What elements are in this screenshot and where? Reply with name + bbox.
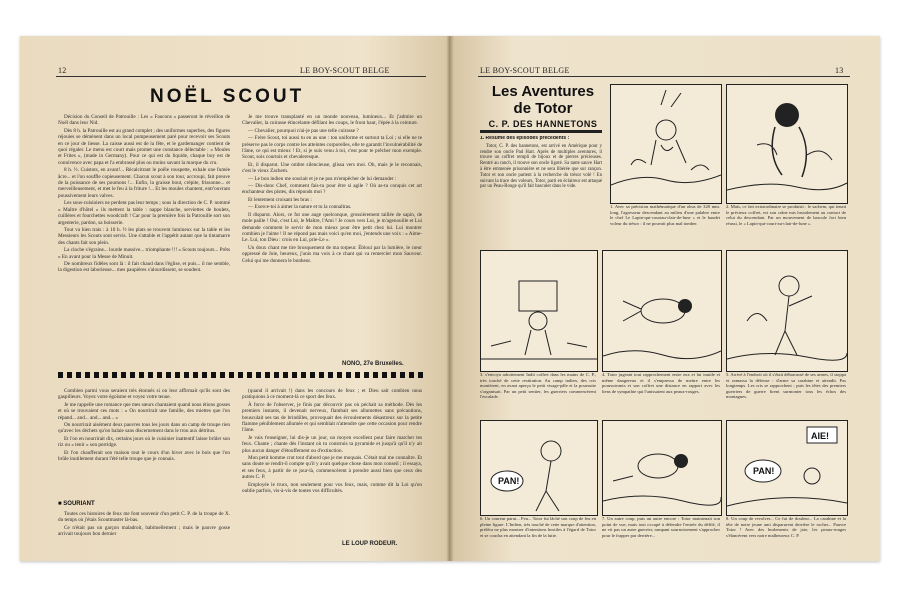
comic-panel-3 — [480, 250, 598, 372]
paragraph: — Dis-donc Chef, comment fais-tu pour être si agile ? Où as-tu conquis cet art enchanteur des pistes, dis réponds moi ? — [242, 183, 422, 196]
caption-4: 4. Totor jugeant tout rapprochement entre eux et lui inutile et même dangereux et il s'empressa de mettre entre les poursuivants et son coffret une distance en rapport avec les liens de sympathie qui l'unissaient aux peaux-rouges. — [602, 372, 720, 394]
title-rule — [480, 130, 602, 133]
paragraph: Toutes ces histoires de feux me font souvenir d'un petit C. P. de la troupe de X. du temps où j'étais Scoutmaster là-bas. — [58, 511, 230, 524]
section-divider-dots — [58, 372, 423, 378]
header-rule-right — [478, 76, 850, 77]
panel-6-drawing — [481, 421, 597, 515]
article-column-1 — [58, 114, 230, 362]
panel-5-drawing — [727, 251, 847, 371]
speech-aie: AIE! — [811, 431, 829, 441]
comic-panel-5 — [726, 250, 848, 372]
sound-effect-pan-2: PAN! — [753, 466, 775, 476]
panel-3-drawing — [481, 251, 597, 371]
paragraph: Tout va bien trais : à 10 h. ½ les plats se trouvent lumineux sur la table et les Messieurs les Scouts sont servis. Une s'attable et l'appétit autant que la tintamarre des chants fait son plein. — [58, 226, 230, 246]
paragraph: — Le bon indien me souriait et je ne pus m'empêcher de lui demander : — [248, 175, 397, 182]
paragraph: Et l'on en nourrirait dix, certains jours où le cuisinier inattentif laisse brûler son riz ou « tenir » son porridge. — [58, 435, 230, 449]
caption-2: 2. Mais, ce fait extraordinaire se produisit : le sachem, qui tenait le précieux coffret, est son crâne mis brutalement au contact de celui du descendant. Par un mouvement de bascule fort bien réussi, le « Lapin-qui-court-au-clair-de-lune ». — [726, 204, 846, 226]
magazine-spread — [20, 36, 880, 561]
comic-panel-2 — [726, 84, 848, 204]
paragraph: Et lentement croisant les bras : — [248, 196, 312, 203]
paragraph: (quand il arrivait !) dans les concours de feux ; et Dieu sait combien nous pratiquions à ce moment-là ce sport des feux. — [242, 388, 422, 401]
paragraph: Je me rappelle une romance que mes sœurs chantaient quand nous étions gosses et où se trouvaient ces mots : « On nourrirait une famille, des miettes que l'on répand... and... and... and... » — [58, 401, 230, 421]
header-rule-left — [56, 76, 426, 77]
panel-1-drawing — [611, 85, 721, 203]
article-column-2 — [242, 114, 422, 354]
paragraph: Mon petit homme crut tout d'abord que je me moquais. C'était mal me connaître. Et sans doute se rendit-il compte qu'il y avait quelque chose dans mon conseil ; il essaya, et ses feux, à partir de ce jour-là, commencèrent à prendre aussi bien que ceux des autres C. P. — [242, 455, 422, 481]
page-number-left: 12 — [58, 66, 67, 75]
caption-1: 1. Avec sa précision mathématique d'un obus de 320 mm. long, l'agresseur descendant au milieu d'une palabre entre le chef Le Lapin-qui-courtau-clair-de-lune » et le haudet voleur du trésor : il ne pouvait plus mal tomber. — [610, 204, 720, 226]
binding-gutter — [446, 36, 454, 561]
panel-7-drawing — [603, 421, 721, 515]
paragraph: Je me trouve transplanté en un monde nouveau, lumineux... Et j'admire un Chevalier, la cuirasse étincelante défilant les coups, le front haut, l'épée à la ceinture. — [242, 114, 422, 127]
signature-nono: NONO, 27e Bruxelles. — [342, 361, 404, 367]
running-head-right: LE BOY-SCOUT BELGE — [480, 66, 570, 75]
summary-heading: 1. Résumé des épisodes précédents : — [480, 136, 570, 141]
paragraph: 8 h. ½. Cuistots, en avant!... Récalcitrant le poêle rouspette, exhale une fumée âcre... et l'on souffle copieusement. Chacun scout à son tour, accroupi, fait preuve de la puissance de ses poumons !... Enfin, la graisse bout, crépite, frissonne... et merveilleusement, et met le feu à la friture !... Et les moules chantent, entr'ouvrant poussivement leurs valves. — [58, 167, 230, 199]
article-column-3 — [58, 388, 230, 498]
comic-title: Les Aventures de Totor — [491, 83, 595, 117]
paragraph: Combien parmi vous seraient très étonnés si on leur affirmait qu'ils sont des gaspilleurs. Voyez votre égoïsme et voyez votre tenue. — [58, 388, 230, 401]
article-column-3b — [58, 511, 230, 551]
paragraph: Il disparut. Alors, ce fut une auge quelconque, grossièrement taillée de sapin, de mole paille ! Oui, c'est Lui, le Maître, l'Ami ! Je cours vers Lui, je m'agenouille et Lui demande comment le servir de mon mieux pour être petit chez lui. Lui montrer combien je l'aime ! Il ne répond pas mais voici qu'en moi, j'entends une voix : « Aime-Le. Lui, ton Dieu : crois en Lui, prie-Le ». — [242, 211, 422, 244]
paragraph: La cloche s'égraine... lourde massive... triomphante !!! « Scouts toujours... Prêts » En avant pour la Messe de Minuit. — [58, 247, 230, 260]
paragraph: Et l'on chaufferait son maison tout le cours d'un hiver avec le bois que l'on brûle inutilement durant l'été telle troupe que je connais. — [58, 449, 230, 463]
comic-panel-8 — [726, 420, 848, 516]
caption-5: 5. Arrivé à l'endroit où il s'était débarrassé de ses armes, il stoppa et ramassa la défense : d'arme sa carabine et attendit. Pas longtemps. Les cris se rapprochent ; puis les têtes des premiers guerriers de guerre firent surmonter tous les échos des montagnes. — [726, 372, 846, 399]
page-number-right: 13 — [835, 66, 844, 75]
caption-8: 8. Un coup de revolver... Ce fut de douleur... La carabine et la tête de notre jeune ami disparurent derrière le rocher... Pauvre Totor ! Avec des hurlements de joie, les peaux-rouges s'élancèrent vers notre malheureux C. P. — [726, 516, 846, 538]
paragraph: — Exerce-toi à aimer la nature et tu la connaîtras. — [248, 204, 352, 211]
paragraph: On nourrirait aisément deux pauvres tous les jours dans un camp de troupe rien qu'avec les déchets qu'on balaie sans discernement dans le trou aux détritus. — [58, 422, 230, 435]
comic-panel-4 — [602, 250, 722, 372]
article-title: NOËL SCOUT — [150, 86, 305, 107]
panel-2-drawing — [727, 85, 847, 203]
summary-block — [480, 136, 602, 246]
paragraph: Les sous-cuisiniers ne perdent pas leur temps ; sous la direction de C. P. nommé « Maître d'hôtel » ils mettent la table : nappe blanche, serviettes de boulets, cuillères et fourchettes woodcraft ! Car pour la première fois la Patrouille sort son argenterie, pardon, sa boisserie. — [58, 200, 230, 226]
comic-panel-1 — [610, 84, 722, 204]
paragraph: Un doux chant me tire brusquement de ma torpeur. Ébloui par la lumière, le cœur oppressé de Joie, heureux, j'unis ma voix à ce chant qui va remercier mon Sauveur. Celui qui me donnera le bonheur. — [242, 244, 422, 264]
paragraph: Décision du Conseil de Patrouille : Les « Faucons » passeront le réveillon de Noël dans leur Nid. — [58, 114, 230, 127]
paragraph: — Frère Scout, toi aussi tu en as une : ton uniforme et surtout ta Loi ; si elle ne te préserve pas le corps contre les atteintes corporelles, elle te garantit l'invulnérabilité de l'âme, ce qui est mieux ! Et, si je suis venu à toi, c'est pour te prêcher mon exemple. Scout, sois courtois et chevaleresque. — [242, 135, 422, 161]
comic-panel-7 — [602, 420, 722, 516]
paragraph: Et, il disparut. Une ombre silencieuse, glissa vers moi. Oh, mais je le reconnais, c'est le vieux Zachem. — [242, 161, 422, 175]
summary-text: Totor, C. P. des hannetons, est arrivé en Amérique pour y rendre son oncle Pad Hart. Après de multiples aventures, il trouve un coffret rempli de bijoux et de pierres précieuses. Rentré au ranch, il trouve son oncle ligoté. Sa tante sauve Hart à être emmenée prisonnière et ne sera libérée que sur rançon. Totor et son oncle partent à la recherche du trésor volé ! En suivant la trace des voleurs, Totor, parti en éclaireur est attaqué par un Peau-Rouge qu'il fait basculer dans le vide. — [480, 143, 602, 190]
caption-7: 7. Un autre coup, puis un autre encore : Totor maintenait son point de vue, mais tout occupé à défendre l'entrée du défilé, il ne vit pas un autre guerrier, rampant sournoisement s'approcher pour le frapper par derrière... — [602, 516, 720, 538]
paragraph: À force de l'observer, je finis par découvrir pas où péchait sa méthode. Dès les premiers instants, il devenait nerveux, flambait ses allumettes sans précautions, bousculait ses tas de brindilles, provoquait des écroulements désastreux sur la petite flamme péniblement allumée et qui semblait n'attendre que cette occasion pour rendre l'âme. — [242, 401, 422, 434]
signature-loup-rodeur: LE LOUP RODEUR. — [342, 541, 398, 547]
panel-8-drawing — [727, 421, 847, 515]
comic-title-block — [488, 83, 598, 129]
paragraph: De nombreux fidèles sont là : il fait chaud dans l'église, et puis... il me semble, la digestion est laborieuse... mes paupières s'alourdissent, se soudent. — [58, 260, 230, 274]
caption-3: 3. s'envoya adroitement Indit coffret dans les mains de C. P., très touché de cette restitution. Au camp indien, des cris montèrent, en avant aperçu le petit visage-pâle et la poursuite s'organisait. Par un petit sentier, les guerriers commencèrent l'escalade. — [480, 372, 596, 399]
paragraph: Dès 8 h. la Patrouille est au grand complet ; des uniformes superbes, des figures réjouies se démènent dans un local pompeusement paré pour recevoir ses Scouts en ce jour de liesse. La caisse aussi est de la fête, et le gardemanger contient de quoi régaler. Le menu est court mais promet une constance délectable : « Moules et Frites », (made in Germany). Pour ce qui est du liquide, chaque boy est de connivence avec papa et l'a embrassé plus ou moins savant la marque du cru. — [58, 127, 230, 166]
caption-6: 6. Un coureur parut... Feu... Totor fut lâché son coup de feu en pleine figure. L'Indien, très touché de cette marque d'attention, préféra ne plus montrer d'intentions hostiles à l'égard de Totor et se coucha en attendant la fin de la lutte. — [480, 516, 596, 538]
paragraph: Je vais t'enseigner, lui dis-je un jour, un moyen excellent pour faire marcher tes feux. Chante ; chante dès l'instant où tu construis ta pyramide et jusqu'à qu'il n'y ait plus aucun danger d'étouffement ou d'extinction. — [242, 434, 422, 454]
right-page — [450, 36, 880, 561]
left-page — [20, 36, 450, 561]
paragraph: — Chevalier, pourquoi n'ai-je pas une telle cuirasse ? — [248, 127, 359, 134]
running-head-left: LE BOY-SCOUT BELGE — [300, 66, 390, 75]
comic-panel-6 — [480, 420, 598, 516]
paragraph: Ce n'était pas un garçon maladroit, habituellement ; mais le pauvre gosse arrivait toujours bon dernier — [58, 524, 230, 538]
comic-subtitle: C. P. DES HANNETONS — [488, 119, 598, 129]
panel-4-drawing — [603, 251, 721, 371]
sound-effect-pan-1: PAN! — [498, 476, 520, 486]
subhead-souriant: ■ SOURIANT — [58, 501, 95, 507]
article-column-4 — [242, 388, 422, 536]
paragraph: Employée le trucs, non seulement pour vos feux, mais, comme dit la Loi qu'on oublie parfois, vis-à-vis de toutes vos difficultés. — [242, 481, 422, 495]
